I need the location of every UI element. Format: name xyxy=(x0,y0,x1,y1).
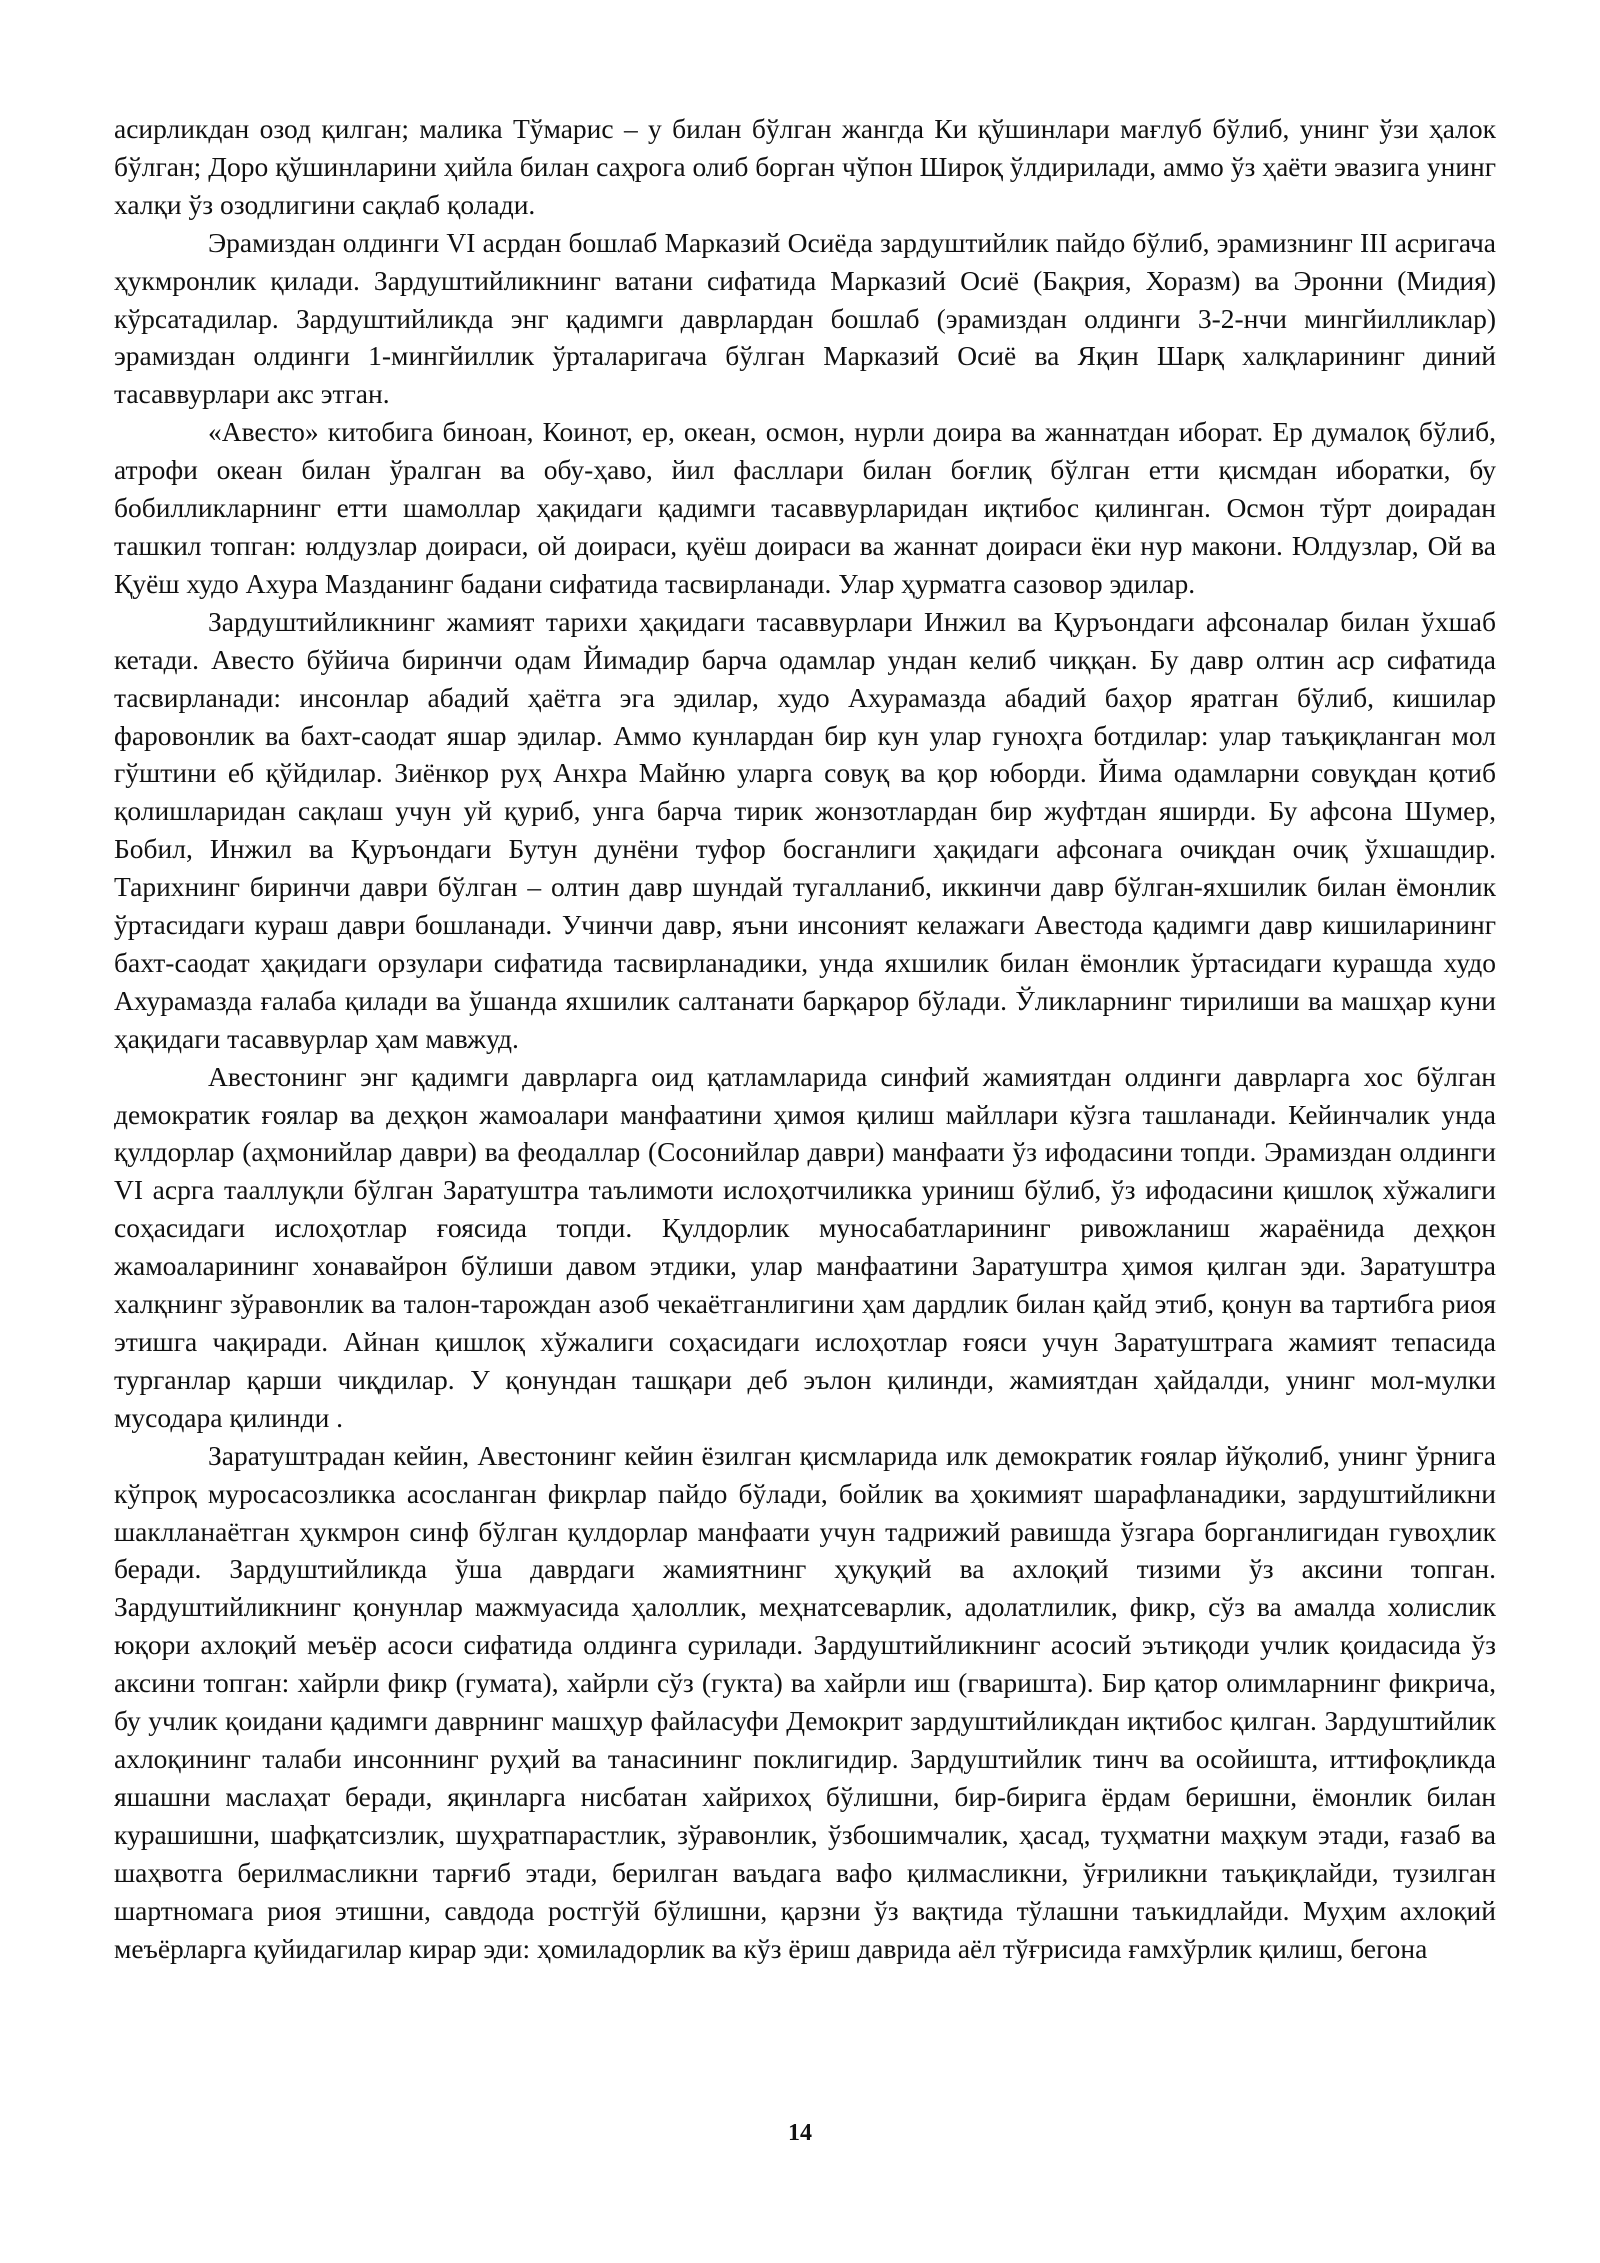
paragraph: Заратуштрадан кейин, Авестонинг кейин ёзилган қисмларида илк демократик ғоялар йўқолиб, унинг ўрнига кўпроқ муросасозликка асосланган фикрлар пайдо бўлади, бойлик ва ҳокимият шарафланадики, зардуштийликни шаклланаётган ҳукмрон синф бўлган қулдорлар манфаати учун тадрижий равишда ўзгара борганлигидан гувоҳлик беради. Зардуштийликда ўша даврдаги жамиятнинг ҳуқуқий ва ахлоқий тизими ўз аксини топган. Зардуштийликнинг қонунлар мажмуасида ҳалоллик, меҳнатсеварлик, адолатлилик, фикр, сўз ва амалда холислик юқори ахлоқий меъёр асоси сифатида олдинга сурилади. Зардуштийликнинг асосий эътиқоди учлик қоидасида ўз аксини топган: хайрли фикр (гумата), хайрли сўз (гукта) ва хайрли иш (гваришта). Бир қатор олимларнинг фикрича, бу учлик қоидани қадимги даврнинг машҳур файласуфи Демокрит зардуштийликдан иқтибос қилган. Зардуштийлик ахлоқининг талаби инсоннинг руҳий ва танасининг поклигидир. Зардуштийлик тинч ва осойишта, иттифоқликда яшашни маслаҳат беради, яқинларга нисбатан хайрихоҳ бўлишни, бир-бирига ёрдам беришни, ёмонлик билан курашишни, шафқатсизлик, шуҳратпарастлик, зўравонлик, ўзбошимчалик, ҳасад, туҳматни маҳкум этади, ғазаб ва шаҳвотга берилмасликни тарғиб этади, берилган ваъдага вафо қилмасликни, ўғриликни таъқиқлайди, тузилган шартномага риоя этишни, савдода ростгўй бўлишни, қарзни ўз вақтида тўлашни таъкидлайди. Муҳим ахлоқий меъёрларга қуйидагилар кирар эди: ҳомиладорлик ва кўз ёриш даврида аёл тўғрисида ғамхўрлик қилиш, бегона xyxy=(114,1439,1496,1964)
paragraph: Авестонинг энг қадимги даврларга оид қатламларида синфий жамиятдан олдинги даврларга хос бўлган демократик ғоялар ва деҳқон жамоалари манфаатини ҳимоя қилиш майллари кўзга ташланади. Кейинчалик унда қулдорлар (аҳмонийлар даври) ва феодаллар (Сосонийлар даври) манфаати ўз ифодасини топди. Эрамиздан олдинги VI асрга тааллуқли бўлган Заратуштра таълимоти ислоҳотчиликка уриниш бўлиб, ўз ифодасини қишлоқ хўжалиги соҳасидаги ислоҳотлар ғоясида топди. Қулдорлик муносабатларининг ривожланиш жараёнида деҳқон жамоаларининг хонавайрон бўлиши давом этдики, улар манфаатини Заратуштра ҳимоя қилган эди. Заратуштра халқнинг зўравонлик ва талон-тарождан азоб чекаётганлигини ҳам дардлик билан қайд этиб, қонун ва тартибга риоя этишга чақиради. Айнан қишлоқ хўжалиги соҳасидаги ислоҳотлар ғояси учун Заратуштрага жамият тепасида турганлар қарши чиқдилар. У қонундан ташқари деб эълон қилинди, жамиятдан ҳайдалди, унинг мол-мулки мусодара қилинди . xyxy=(114,1060,1496,1433)
page-body xyxy=(114,110,1496,1967)
paragraph: Зардуштийликнинг жамият тарихи ҳақидаги тасаввурлари Инжил ва Қуръондаги афсоналар билан ўхшаб кетади. Авесто бўйича биринчи одам Йимадир барча одамлар ундан келиб чиққан. Бу давр олтин аср сифатида тасвирланади: инсонлар абадий ҳаётга эга эдилар, худо Ахурамазда абадий баҳор яратган бўлиб, кишилар фаровонлик ва бахт-саодат яшар эдилар. Аммо кунлардан бир кун улар гуноҳга ботдилар: улар таъқиқланган мол гўштини еб қўйдилар. Зиёнкор руҳ Анхра Майню уларга совуқ ва қор юборди. Йима одамларни совуқдан қотиб қолишларидан сақлаш учун уй қуриб, унга барча тирик жонзотлардан бир жуфтдан яширди. Бу афсона Шумер, Бобил, Инжил ва Қуръондаги Бутун дунёни туфор босганлиги ҳақидаги афсонага очиқдан очиқ ўхшашдир. Тарихнинг биринчи даври бўлган – олтин давр шундай тугалланиб, иккинчи давр бўлган-яхшилик билан ёмонлик ўртасидаги кураш даври бошланади. Учинчи давр, яъни инсоният келажаги Авестода қадимги давр кишиларининг бахт-саодат ҳақидаги орзулари сифатида тасвирланадики, унда яхшилик билан ёмонлик ўртасидаги курашда худо Ахурамазда ғалаба қилади ва ўшанда яхшилик салтанати барқарор бўлади. Ўликларнинг тирилиши ва машҳар куни ҳақидаги тасаввурлар ҳам мавжуд. xyxy=(114,605,1496,1054)
page-number: 14 xyxy=(788,2120,812,2146)
paragraph: Эрамиздан олдинги VI асрдан бошлаб Марказий Осиёда зардуштийлик пайдо бўлиб, эрамизнинг III асригача ҳукмронлик қилади. Зардуштийликнинг ватани сифатида Марказий Осиё (Бақрия, Хоразм) ва Эронни (Мидия) кўрсатадилар. Зардуштийликда энг қадимги даврлардан бошлаб (эрамиздан олдинги 3-2-нчи мингйилликлар) эрамиздан олдинги 1-мингйиллик ўрталаригача бўлган Марказий Осиё ва Яқин Шарқ халқларининг диний тасаввурлари акс этган. xyxy=(114,226,1496,410)
paragraph: «Авесто» китобига биноан, Коинот, ер, океан, осмон, нурли доира ва жаннатдан иборат. Ер думалоқ бўлиб, атрофи океан билан ўралган ва обу-ҳаво, йил фасллари билан боғлиқ бўлган етти қисмдан иборатки, бу бобилликларнинг етти шамоллар ҳақидаги қадимги тасаввурларидан иқтибос қилинган. Осмон тўрт доирадан ташкил топган: юлдузлар доираси, ой доираси, қуёш доираси ва жаннат доираси ёки нур макони. Юлдузлар, Ой ва Қуёш худо Ахура Мазданинг бадани сифатида тасвирланади. Улар ҳурматга сазовор эдилар. xyxy=(114,416,1496,599)
paragraph: асирликдан озод қилган; малика Тўмарис – у билан бўлган жангда Ки қўшинлари мағлуб бўлиб, унинг ўзи ҳалок бўлган; Доро қўшинларини ҳийла билан саҳрога олиб борган чўпон Широқ ўлдирилади, аммо ўз ҳаёти эвазига унинг халқи ўз озодлигини сақлаб қолади. xyxy=(114,113,1496,220)
